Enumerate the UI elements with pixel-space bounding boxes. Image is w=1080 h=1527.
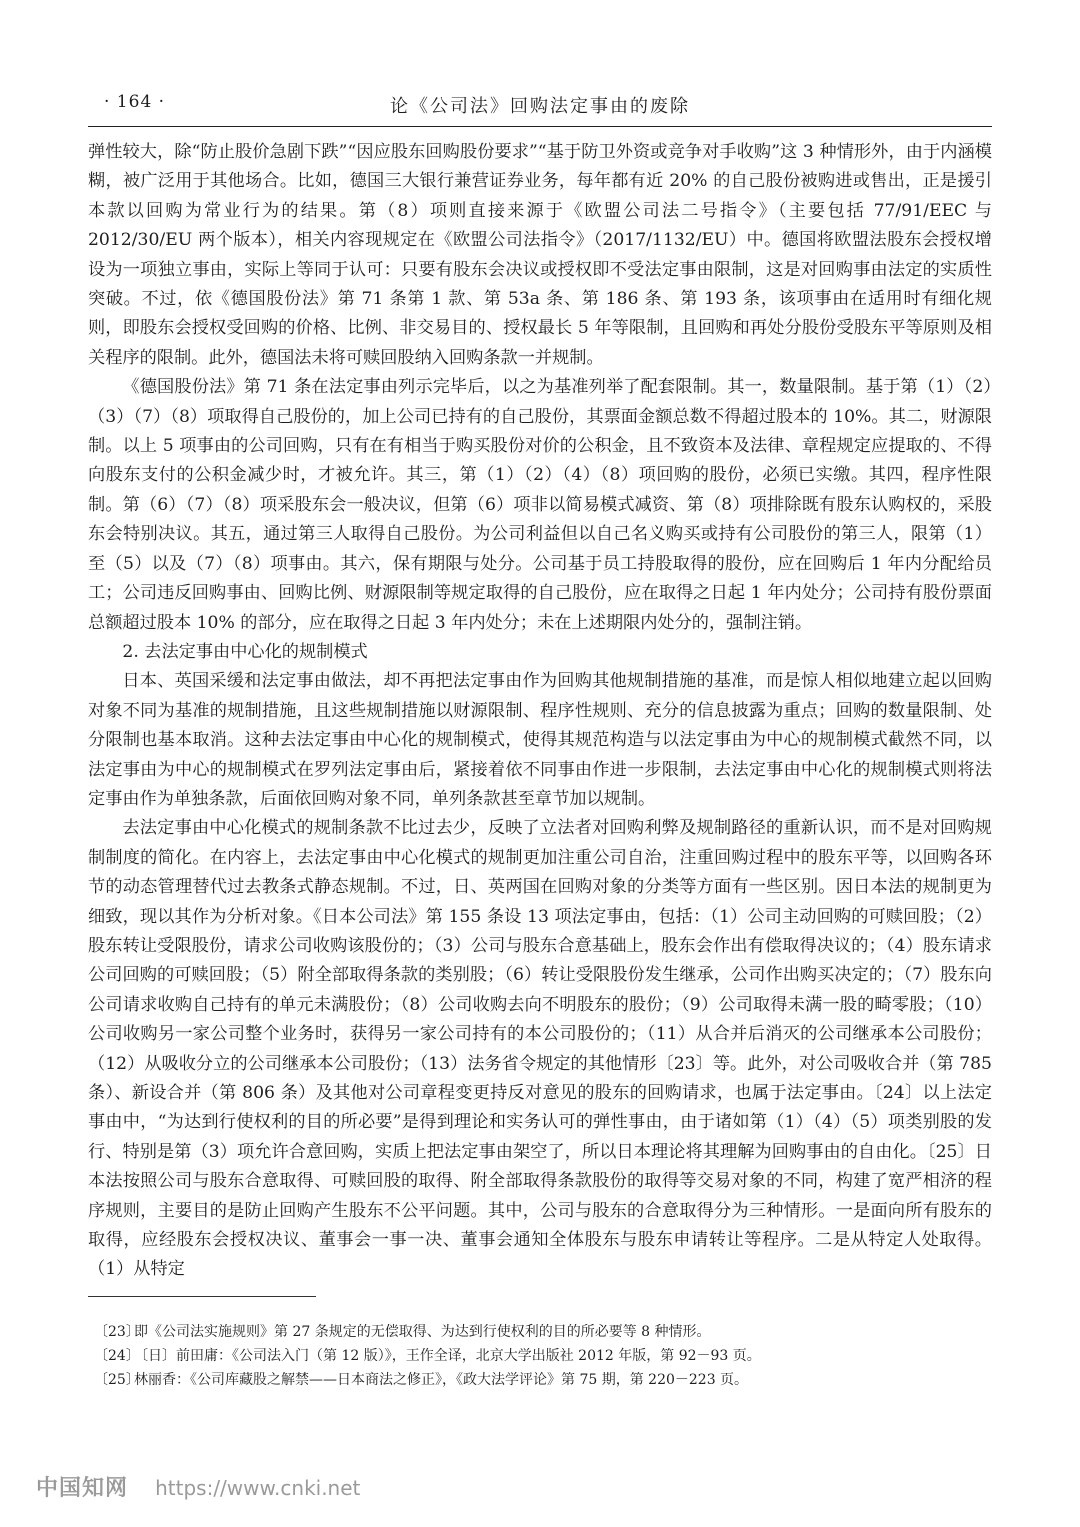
footnote-item [88, 1320, 992, 1344]
running-title: 论《公司法》回购法定事由的废除 [390, 96, 690, 117]
cnki-watermark [36, 1471, 360, 1502]
footnote-text: 林丽香：《公司库藏股之解禁——日本商法之修正》，《政大法学评论》第 75 期，第 220－223 页。 [134, 1372, 749, 1388]
header-divider [88, 126, 992, 127]
footnote-number: 〔23〕 [94, 1324, 140, 1340]
footnote-divider [88, 1296, 316, 1297]
footnote-number: 〔25〕 [94, 1372, 140, 1388]
article-body [88, 138, 992, 1285]
cnki-logo: 中国知网 [36, 1476, 129, 1501]
section-subheading: 2. 去法定事由中心化的规制模式 [122, 641, 368, 662]
footnote-item [88, 1344, 992, 1368]
paragraph-continued: 弹性较大，除“防止股价急剧下跌”“因应股东回购股份要求”“基于防卫外资或竞争对手收购”这 3 种情形外，由于内涵模糊，被广泛用于其他场合。比如，德国三大银行兼营证券业务，每年都有近 20% 的自己股份被购进或售出，正是援引本款以回购为常业行为的结果。第（8）项则直接来源于《欧盟公司法二号指令》（主要包括 77/91/EEC 与 2012/30/EU 两个版本），相关内容现规定在《欧盟公司法指令》（2017/1132/EU）中。德国将欧盟法股东会授权增设为一项独立事由，实际上等同于认可：只要有股东会决议或授权即不受法定事由限制，这是对回购事由法定的实质性突破。不过，依《德国股份法》第 71 条第 1 款、第 53a 条、第 186 条、第 193 条，该项事由在适用时有细化规则，即股东会授权受回购的价格、比例、非交易目的、授权最长 5 年等限制，且回购和再处分股份受股东平等原则及相关程序的限制。此外，德国法未将可赎回股纳入回购条款一并规制。 [88, 142, 992, 368]
footnote-text: 〔日〕前田庸：《公司法入门（第 12 版）》，王作全译，北京大学出版社 2012 年版，第 92－93 页。 [134, 1348, 761, 1364]
footnote-item [88, 1368, 992, 1392]
cnki-url: https://www.cnki.net [155, 1476, 361, 1500]
paragraph: 去法定事由中心化模式的规制条款不比过去少，反映了立法者对回购利弊及规制路径的重新认识，而不是对回购规制制度的简化。在内容上，去法定事由中心化模式的规制更加注重公司自治，注重回购过程中的股东平等，以回购各环节的动态管理替代过去教条式静态规制。不过，日、英两国在回购对象的分类等方面有一些区别。因日本法的规制更为细致，现以其作为分析对象。《日本公司法》第 155 条设 13 项法定事由，包括：（1）公司主动回购的可赎回股；（2）股东转让受限股份，请求公司收购该股份的；（3）公司与股东合意基础上，股东会作出有偿取得决议的；（4）股东请求公司回购的可赎回股；（5）附全部取得条款的类别股；（6）转让受限股份发生继承，公司作出购买决定的；（7）股东向公司请求收购自己持有的单元未满股份；（8）公司收购去向不明股东的股份；（9）公司取得未满一股的畸零股；（10）公司收购另一家公司整个业务时，获得另一家公司持有的本公司股份的；（11）从合并后消灭的公司继承本公司股份；（12）从吸收分立的公司继承本公司股份；（13）法务省令规定的其他情形〔23〕等。此外，对公司吸收合并（第 785 条）、新设合并（第 806 条）及其他对公司章程变更持反对意见的股东的回购请求，也属于法定事由。〔24〕以上法定事由中，“为达到行使权利的目的所必要”是得到理论和实务认可的弹性事由，由于诸如第（1）（4）（5）项类别股的发行、特别是第（3）项允许合意回购，实质上把法定事由架空了，所以日本理论将其理解为回购事由的自由化。〔25〕日本法按照公司与股东合意取得、可赎回股的取得、附全部取得条款股份的取得等交易对象的不同，构建了宽严相济的程序规则，主要目的是防止回购产生股东不公平问题。其中，公司与股东的合意取得分为三种情形。一是面向所有股东的取得，应经股东会授权决议、董事会一事一决、董事会通知全体股东与股东申请转让等程序。二是从特定人处取得。（1）从特定 [88, 818, 992, 1280]
page-number: · 164 · [104, 92, 166, 112]
footnote-text: 即《公司法实施规则》第 27 条规定的无偿取得、为达到行使权利的目的所必要等 8 种情形。 [134, 1324, 711, 1340]
footnote-number: 〔24〕 [94, 1348, 140, 1364]
page-header [88, 92, 992, 122]
paragraph: 《德国股份法》第 71 条在法定事由列示完毕后，以之为基准列举了配套限制。其一，数量限制。基于第（1）（2）（3）（7）（8）项取得自己股份的，加上公司已持有的自己股份，其票面金额总数不得超过股本的 10%。其二，财源限制。以上 5 项事由的公司回购，只有在有相当于购买股份对价的公积金，且不致资本及法律、章程规定应提取的、不得向股东支付的公积金减少时，才被允许。其三，第（1）（2）（4）（8）项回购的股份，必须已实缴。其四，程序性限制。第（6）（7）（8）项采股东会一般决议，但第（6）项非以简易模式减资、第（8）项排除既有股东认购权的，采股东会特别决议。其五，通过第三人取得自己股份。为公司利益但以自己名义购买或持有公司股份的第三人，限第（1）至（5）以及（7）（8）项事由。其六，保有期限与处分。公司基于员工持股取得的股份，应在回购后 1 年内分配给员工；公司违反回购事由、回购比例、财源限制等规定取得的自己股份，应在取得之日起 1 年内处分；公司持有股份票面总额超过股本 10% 的部分，应在取得之日起 3 年内处分；未在上述期限内处分的，强制注销。 [88, 377, 992, 633]
footnotes [88, 1320, 992, 1392]
paragraph: 日本、英国采缓和法定事由做法，却不再把法定事由作为回购其他规制措施的基准，而是惊人相似地建立起以回购对象不同为基准的规制措施，且这些规制措施以财源限制、程序性规则、充分的信息披露为重点；回购的数量限制、处分限制也基本取消。这种去法定事由中心化的规制模式，使得其规范构造与以法定事由为中心的规制模式截然不同，以法定事由为中心的规制模式在罗列法定事由后，紧接着依不同事由作进一步限制，去法定事由中心化的规制模式则将法定事由作为单独条款，后面依回购对象不同，单列条款甚至章节加以规制。 [88, 671, 992, 809]
